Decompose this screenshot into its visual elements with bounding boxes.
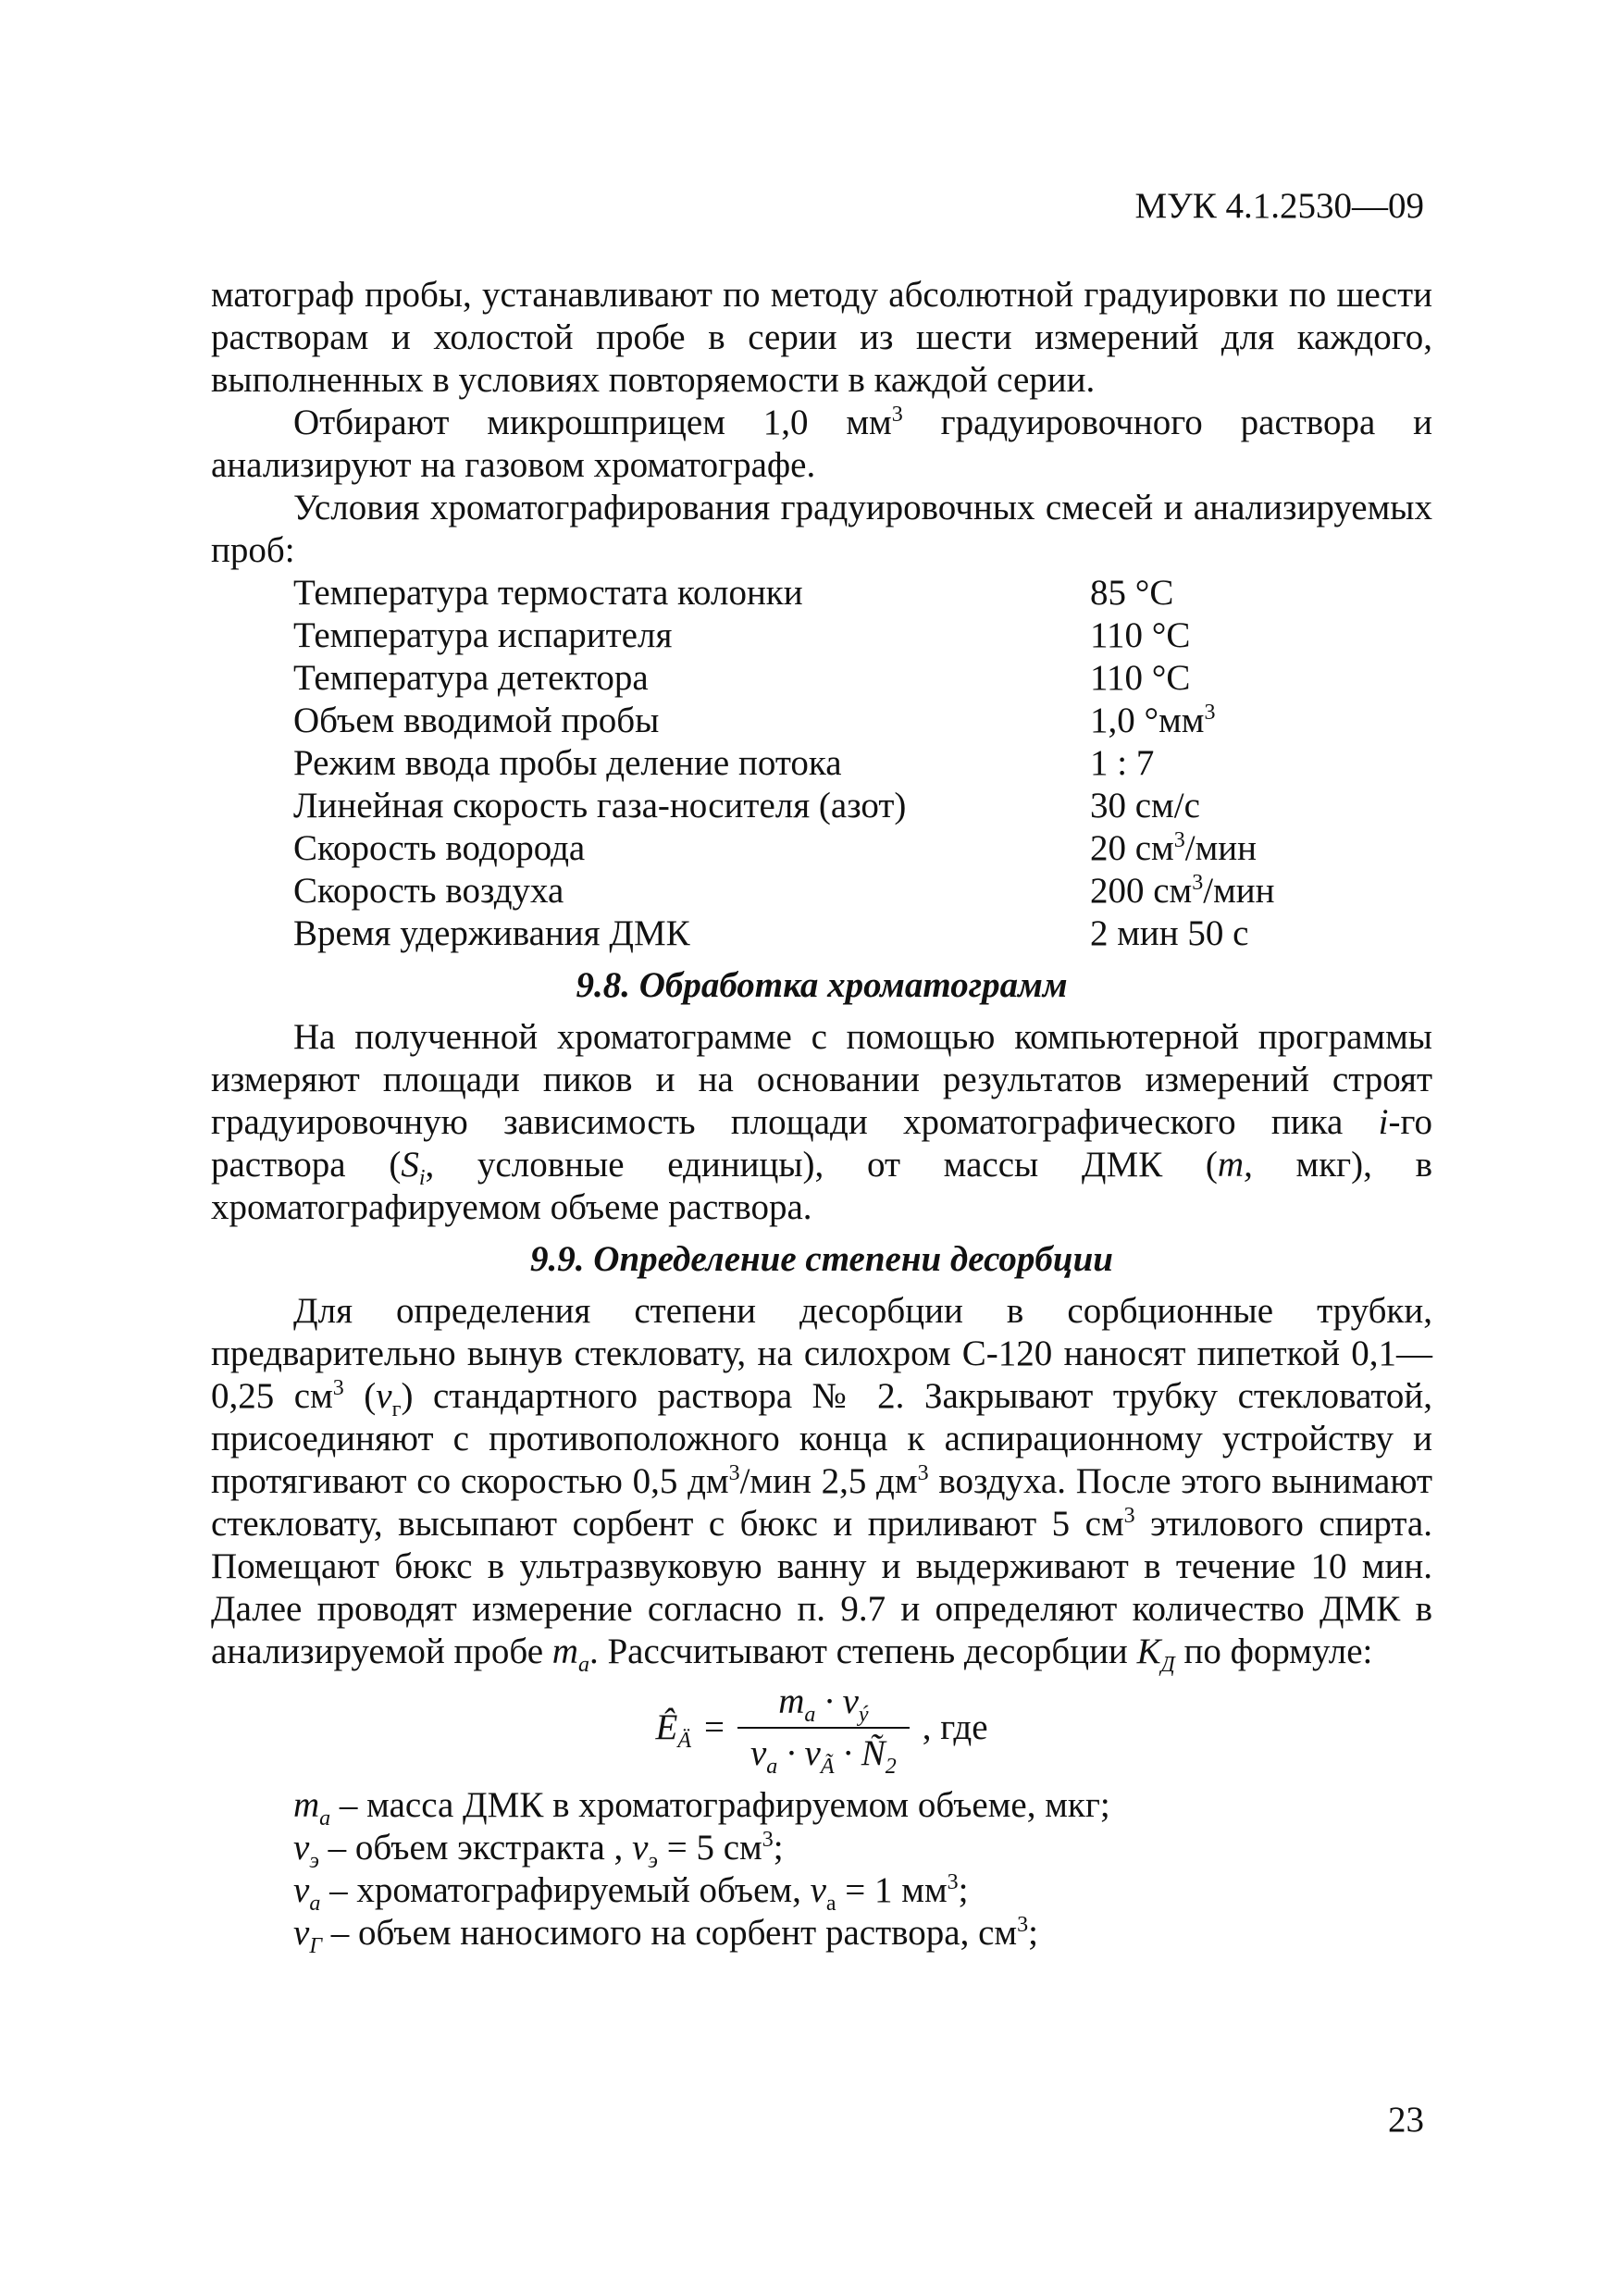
- section-heading-9-9: 9.9. Определение степени десорбции: [530, 1239, 1113, 1279]
- condition-value: 110 °С: [1090, 615, 1191, 655]
- formula-lhs: $Ê_Ä$: [655, 1707, 691, 1753]
- condition-row: [293, 572, 1432, 614]
- formula-denominator: $v_a \cdot v_Ã$ · $Ñ_2$: [737, 1727, 910, 1775]
- formula-numerator: $m_a \cdot v_ý$: [778, 1682, 869, 1727]
- formula-suffix: , где: [922, 1707, 988, 1747]
- formula-equals: =: [703, 1707, 725, 1747]
- condition-row: [293, 614, 1432, 657]
- condition-row: [293, 827, 1432, 870]
- condition-value: 110 °С: [1090, 658, 1191, 698]
- condition-row: [293, 912, 1432, 955]
- definition-row: $m_a$ – масса ДМК в хроматографируемом объеме, мкг;: [293, 1785, 1110, 1831]
- condition-label: Температура термостата колонки: [293, 573, 803, 613]
- formula-fraction: [737, 1681, 910, 1779]
- definition-row: $v_Г$ – объем наносимого на сорбент раствора, $см^3$;: [293, 1913, 1038, 1958]
- condition-value: 200 $см^3$/мин: [1090, 871, 1275, 911]
- document-code: МУК 4.1.2530—09: [1134, 186, 1424, 226]
- condition-value: 20 $см^3$/мин: [1090, 828, 1258, 868]
- intro-paragraph: матограф пробы, устанавливают по методу абсолютной градуировки по шести растворам и холостой пробе в серии из шести измерений для каждого, выполненных в условиях повторяемости в каждой серии.: [211, 275, 1432, 400]
- condition-row: [293, 870, 1432, 912]
- page-number: 23: [1388, 2100, 1424, 2140]
- condition-row: [293, 657, 1432, 700]
- condition-label: Объем вводимой пробы: [293, 701, 660, 740]
- definition-row: $v_э$ – объем экстракта , $v_э = 5$ $см^3$;: [293, 1828, 784, 1873]
- page-content: [211, 274, 1433, 1958]
- condition-row: [293, 700, 1432, 742]
- condition-value: 85 °С: [1090, 573, 1174, 613]
- condition-label: Температура детектора: [293, 658, 649, 698]
- condition-label: Линейная скорость газа-носителя (азот): [293, 786, 907, 825]
- section-heading-9-8: 9.8. Обработка хроматограмм: [576, 965, 1068, 1005]
- condition-value: 2 мин 50 с: [1090, 913, 1249, 953]
- condition-value: 30 см/с: [1090, 786, 1200, 825]
- desorption-paragraph: Для определения степени десорбции в сорбционные трубки, предварительно вынув стекловату, на силохром С-120 наносят пипеткой 0,1—0,25 $см^3$ $(v_г)$ стандартного раствора № 2. Закрывают трубку стекловатой, присоединяют с противоположного конца к аспирационному устройству и протягивают со скоростью 0,5 $дм^3$/мин 2,5 $дм^3$ воздуха. После этого вынимают стекловату, высыпают сорбент с бюкс и приливают 5 $см^3$ этилового спирта. Помещают бюкс в ультразвуковую ванну и выдерживают в течение 10 мин. Далее проводят измерение согласно п. 9.7 и определяют количество ДМК в анализируемой пробе $m_a$. Рассчитывают степень десорбции $К_Д$ по формуле:: [211, 1291, 1433, 1677]
- desorption-formula: [211, 1677, 1432, 1779]
- condition-label: Режим ввода пробы деление потока: [293, 743, 842, 783]
- condition-label: Скорость водорода: [293, 828, 586, 868]
- definition-row: $v_a$ – хроматографируемый объем, $v_a = 1$ $мм^3$;: [293, 1870, 969, 1916]
- condition-row: [293, 742, 1432, 785]
- condition-label: Скорость воздуха: [293, 871, 564, 911]
- conditions-table: [293, 572, 1432, 955]
- condition-row: [293, 785, 1432, 827]
- condition-value: 1 : 7: [1090, 743, 1155, 783]
- condition-label: Температура испарителя: [293, 615, 673, 655]
- chromatogram-processing-paragraph: На полученной хроматограмме с помощью компьютерной программы измеряют площади пиков и на основании результатов измерений строят градуировочную зависимость площади хроматографического пика i-го раствора ($S_i$, условные единицы), от массы ДМК (m, мкг), в хроматографируемом объеме раствора.: [211, 1017, 1432, 1227]
- sampling-paragraph: Отбирают микрошприцем 1,0 $мм^3$ градуировочного раствора и анализируют на газовом хроматографе.: [211, 403, 1432, 485]
- variable-definitions: [293, 1784, 1432, 1958]
- condition-label: Время удерживания ДМК: [293, 913, 690, 953]
- conditions-intro: Условия хроматографирования градуировочных смесей и анализируемых проб:: [211, 488, 1432, 570]
- condition-value: 1,0 $^\circ мм^3$: [1090, 701, 1216, 740]
